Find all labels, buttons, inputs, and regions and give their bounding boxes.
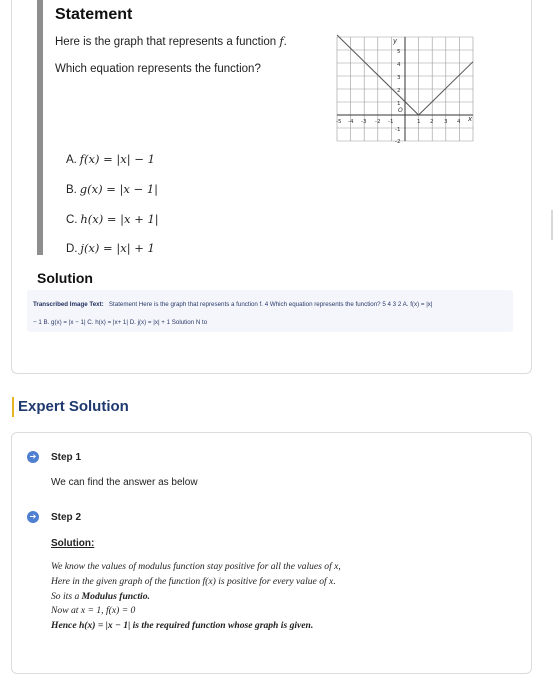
option-b-expr: g(x) = |x − 1| [79,182,159,196]
arrow-right-icon: ➔ [27,511,39,523]
option-d [66,241,155,255]
question-line-1 [55,34,287,48]
solution-line-1: We know the values of modulus function stay positive for all the values of x, [51,561,341,572]
x-tick: -1 [388,119,394,125]
option-a [66,152,155,166]
question-line-1-suffix: . [283,36,287,48]
y-tick: 1 [397,101,401,107]
y-tick: -2 [395,139,401,145]
solution-line-2: Here in the given graph of the function f(x) is positive for every value of x. [51,576,336,587]
option-c [66,212,159,226]
solution-line-3-text: So its a [51,591,82,602]
solution-bold-phrase: Modulus functio. [81,591,150,602]
option-a-label: A. [66,154,77,166]
x-tick: 3 [444,119,448,125]
function-graph [337,37,473,145]
transcribed-line-1 [33,301,433,308]
transcribed-line-2: − 1 B. g(x) = |x − 1| C. h(x) = |x+ 1| D. j(x) = |x| + 1 Solution N to [33,319,208,326]
step-1-text: We can find the answer as below [51,477,198,488]
x-tick: 1 [417,119,421,125]
option-b-label: B. [66,184,77,196]
y-tick: -1 [395,127,401,133]
option-c-expr: h(x) = |x + 1| [80,212,159,226]
solution-line-4: Now at x = 1, f(x) = 0 [51,605,136,616]
x-tick: 2 [430,119,434,125]
question-line-2: Which equation represents the function? [55,63,261,75]
x-tick: -3 [361,119,367,125]
arrow-right-icon: ➔ [27,451,39,463]
expert-solution-card [11,432,532,674]
step-2-label: Step 2 [51,512,82,523]
step-2-solution-heading: Solution: [51,538,95,549]
y-tick: 5 [397,49,401,55]
y-tick: 4 [397,62,401,68]
x-tick: -2 [375,119,381,125]
expert-solution-title: Expert Solution [12,397,129,417]
solution-line-5: Hence h(x) = |x − 1| is the required function whose graph is given. [51,620,314,631]
x-axis-label: x [468,115,473,123]
question-line-1-text: Here is the graph that represents a function [55,36,280,48]
x-tick: 4 [457,119,461,125]
statement-title: Statement [55,6,133,23]
option-b [66,182,158,196]
question-bar [37,0,43,255]
option-a-expr: f(x) = |x| − 1 [79,152,155,166]
transcribed-line-1-text: Statement Here is the graph that represents a function f. 4 Which equation represents the function? 5 4 3 2 A. f(x) = |x| [108,301,433,308]
option-d-expr: j(x) = |x| + 1 [80,241,155,255]
function-var: f [279,34,284,48]
transcribed-text-box [27,290,513,332]
x-tick: -5 [336,119,342,125]
solution-heading: Solution [37,270,93,286]
step-1-label: Step 1 [51,452,82,463]
solution-line-3 [51,591,150,602]
transcribed-label: Transcribed Image Text: [33,301,104,308]
y-tick: 2 [397,88,401,94]
origin-label: O [398,107,403,114]
option-c-label: C. [66,214,78,226]
y-axis-label: y [393,37,398,45]
option-d-label: D. [66,243,78,255]
y-tick: 3 [397,75,401,81]
x-tick: -4 [348,119,354,125]
